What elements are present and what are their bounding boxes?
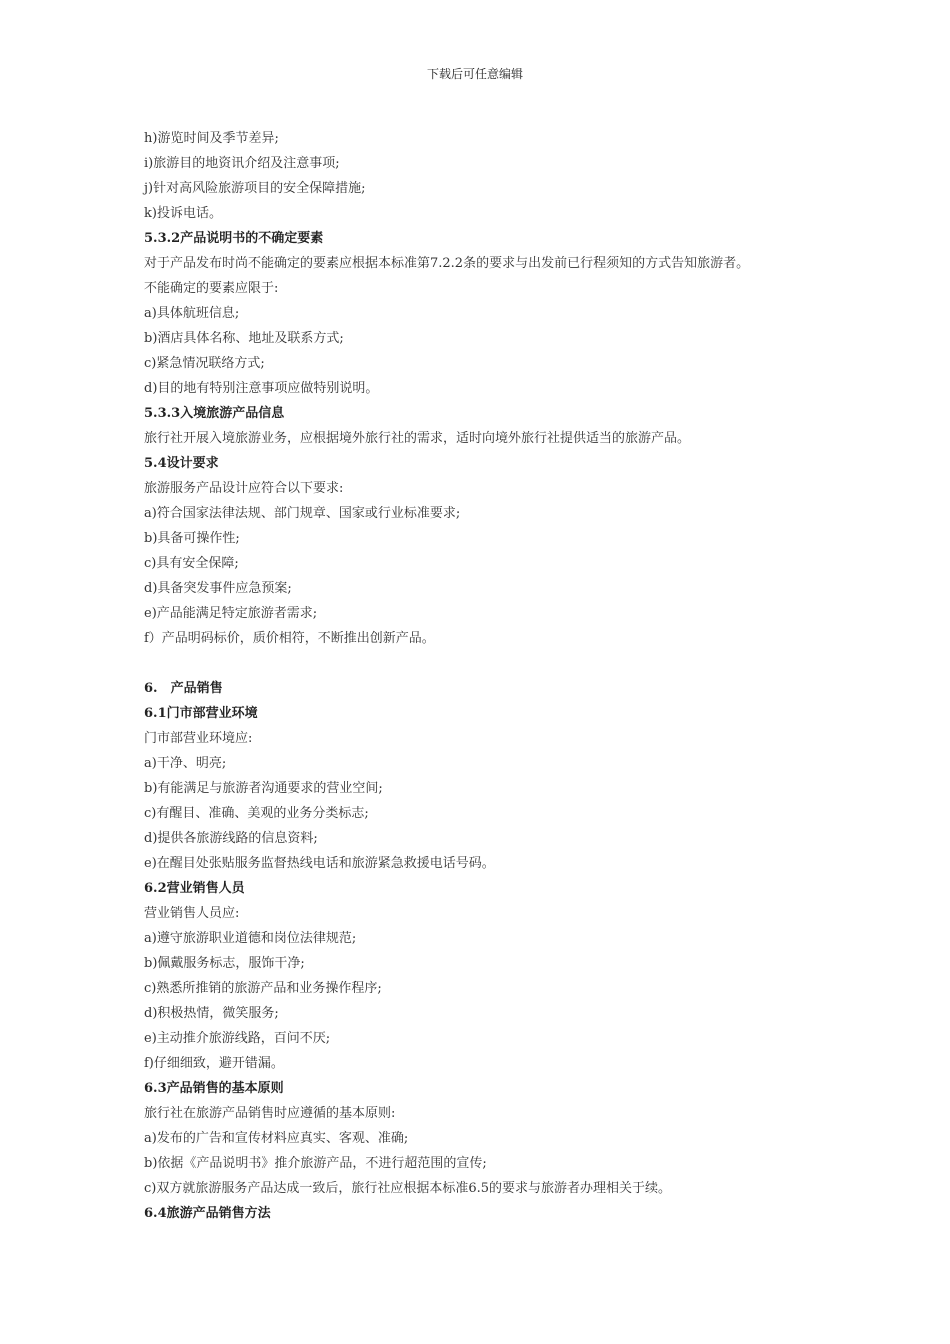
text-line: k)投诉电话。 — [144, 206, 222, 221]
text-line: c)有醒目、准确、美观的业务分类标志; — [144, 806, 369, 821]
section-heading: 5.3.2产品说明书的不确定要素 — [144, 231, 324, 246]
section-heading: 5.3.3入境旅游产品信息 — [144, 406, 285, 421]
text-line: e)产品能满足特定旅游者需求; — [144, 606, 318, 621]
text-line: b)佩戴服务标志，服饰干净; — [144, 956, 305, 971]
text-line: e)在醒目处张贴服务监督热线电话和旅游紧急救援电话号码。 — [144, 856, 495, 871]
text-line: 旅游服务产品设计应符合以下要求: — [144, 481, 344, 496]
text-line: b)具备可操作性; — [144, 531, 240, 546]
section-heading: 5.4设计要求 — [144, 456, 219, 471]
text-line: f)仔细细致，避开错漏。 — [144, 1056, 284, 1071]
text-line: 旅行社开展入境旅游业务，应根据境外旅行社的需求，适时向境外旅行社提供适当的旅游产品。 — [144, 431, 691, 446]
text-line: 旅行社在旅游产品销售时应遵循的基本原则: — [144, 1106, 396, 1121]
text-line: a)具体航班信息; — [144, 306, 240, 321]
text-line: i)旅游目的地资讯介绍及注意事项; — [144, 156, 340, 171]
text-line: 门市部营业环境应: — [144, 731, 253, 746]
text-line: c)紧急情况联络方式; — [144, 356, 265, 371]
text-line: b)酒店具体名称、地址及联系方式; — [144, 331, 344, 346]
text-line: j)针对高风险旅游项目的安全保障措施; — [144, 181, 366, 196]
section-heading: 6.1门市部营业环境 — [144, 706, 258, 721]
text-line: d)目的地有特别注意事项应做特别说明。 — [144, 381, 379, 396]
text-line: 营业销售人员应: — [144, 906, 240, 921]
text-line: f）产品明码标价，质价相符，不断推出创新产品。 — [144, 631, 435, 646]
text-line: a)发布的广告和宣传材料应真实、客观、准确; — [144, 1131, 409, 1146]
text-line: d)积极热情，微笑服务; — [144, 1006, 279, 1021]
text-line: c)具有安全保障; — [144, 556, 239, 571]
text-line: e)主动推介旅游线路，百问不厌; — [144, 1031, 331, 1046]
text-line: c)双方就旅游服务产品达成一致后，旅行社应根据本标准6.5的要求与旅游者办理相关于续。 — [144, 1181, 672, 1196]
text-line: 对于产品发布时尚不能确定的要素应根据本标准第7.2.2条的要求与出发前已行程须知的方式告知旅游者。 — [144, 256, 750, 271]
text-line: b)依据《产品说明书》推介旅游产品，不进行超范围的宣传; — [144, 1156, 487, 1171]
text-line: h)游览时间及季节差异; — [144, 131, 279, 146]
section-heading: 6.4旅游产品销售方法 — [144, 1206, 271, 1221]
text-line: c)熟悉所推销的旅游产品和业务操作程序; — [144, 981, 382, 996]
section-heading: 6.3产品销售的基本原则 — [144, 1081, 284, 1096]
page-header: 下载后可任意编辑 — [426, 67, 523, 81]
blank-line — [144, 651, 844, 676]
section-heading: 6. 产品销售 — [144, 681, 223, 696]
text-line: a)干净、明亮; — [144, 756, 227, 771]
document-body — [144, 126, 844, 1226]
text-line: d)提供各旅游线路的信息资料; — [144, 831, 318, 846]
section-heading: 6.2营业销售人员 — [144, 881, 245, 896]
text-line: a)符合国家法律法规、部门规章、国家或行业标准要求; — [144, 506, 461, 521]
text-line: 不能确定的要素应限于: — [144, 281, 279, 296]
text-line: a)遵守旅游职业道德和岗位法律规范; — [144, 931, 357, 946]
text-line: d)具备突发事件应急预案; — [144, 581, 292, 596]
text-line: b)有能满足与旅游者沟通要求的营业空间; — [144, 781, 383, 796]
